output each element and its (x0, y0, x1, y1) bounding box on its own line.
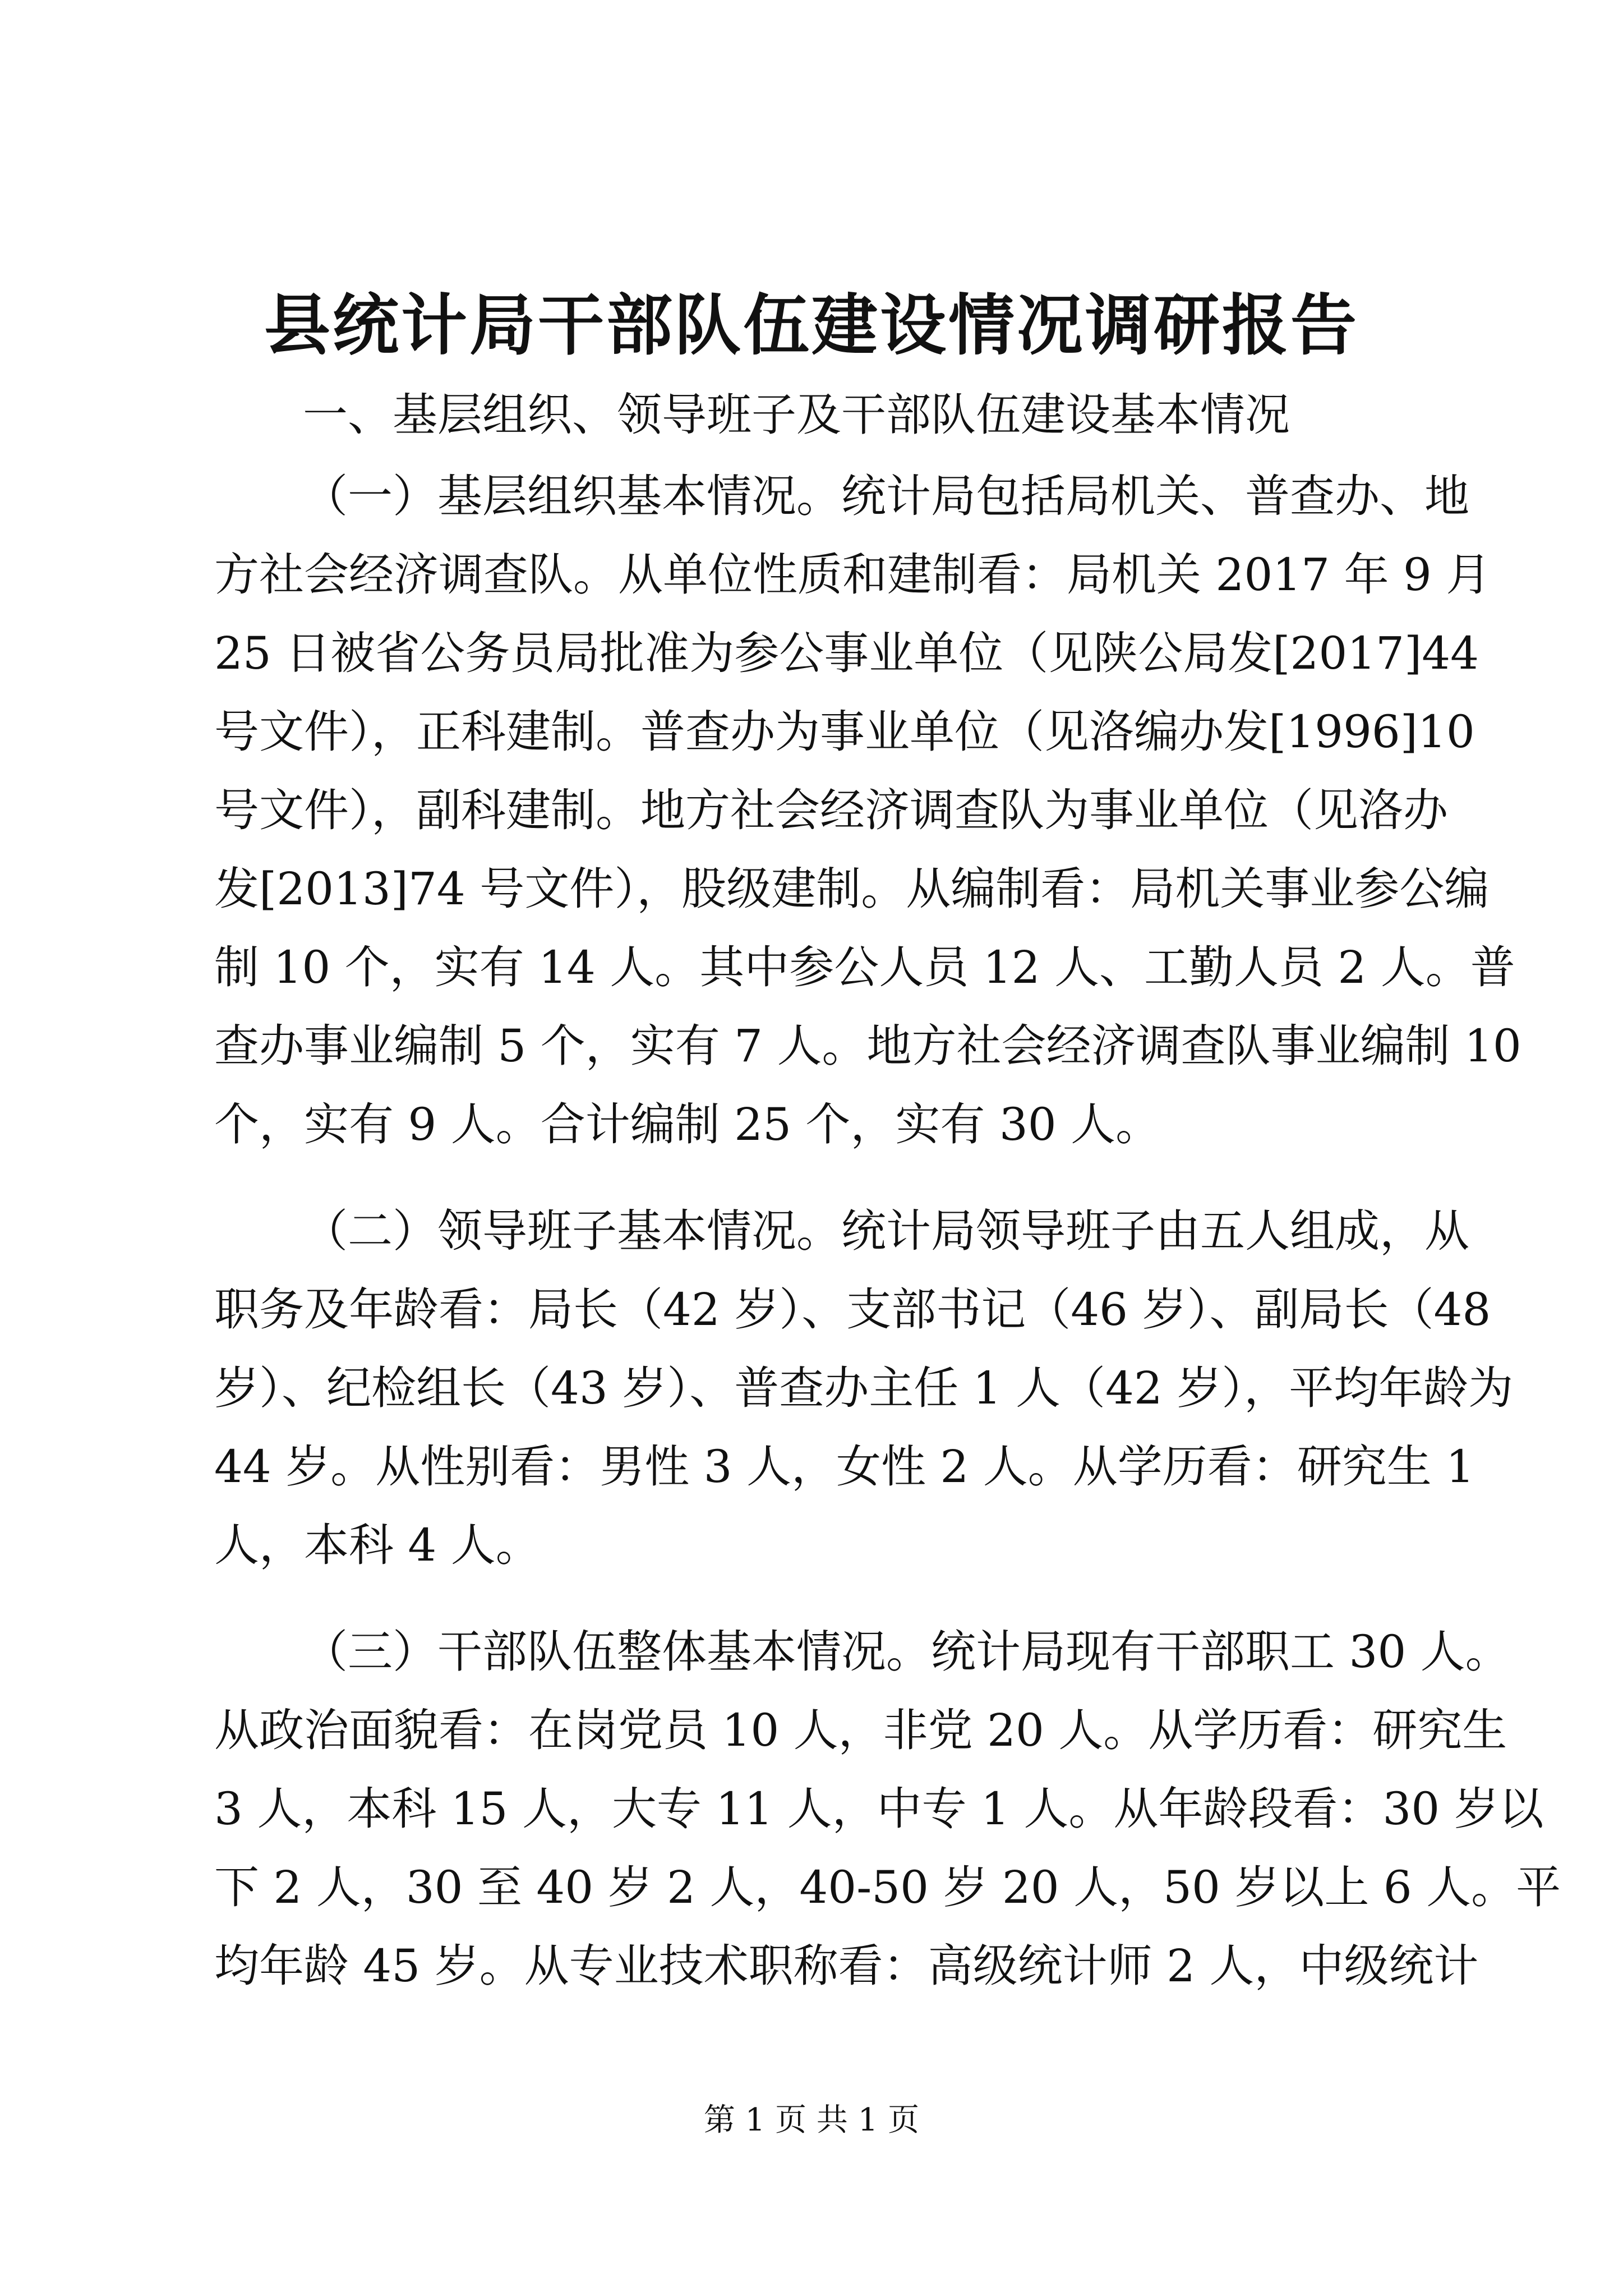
paragraph-2-line: 人，本科 4 人。 (214, 1519, 541, 1571)
paragraph-3-line: 从政治面貌看：在岗党员 10 人，非党 20 人。从学历看：研究生 (214, 1704, 1507, 1756)
paragraph-1-line: 制 10 个，实有 14 人。其中参公人员 12 人、工勤人员 2 人。普 (214, 941, 1515, 993)
paragraph-3-line: 下 2 人，30 至 40 岁 2 人，40-50 岁 20 人，50 岁以上 6 人。平 (214, 1861, 1561, 1913)
paragraph-1-line: 方社会经济调查队。从单位性质和建制看：局机关 2017 年 9 月 (214, 549, 1491, 601)
paragraph-1-line: 查办事业编制 5 个，实有 7 人。地方社会经济调查队事业编制 10 (214, 1020, 1521, 1072)
paragraph-1-line: 25 日被省公务员局批准为参公事业单位（见陕公局发[2017]44 (214, 627, 1479, 679)
paragraph-2-line: 岁）、纪检组长（43 岁）、普查办主任 1 人（42 岁），平均年龄为 (214, 1362, 1514, 1414)
page-footer: 第 1 页 共 1 页 (703, 2102, 920, 2138)
paragraph-1-line: （一）基层组织基本情况。统计局包括局机关、普查办、地 (303, 470, 1469, 522)
paragraph-3-line: （三）干部队伍整体基本情况。统计局现有干部职工 30 人。 (303, 1626, 1510, 1678)
paragraph-1-line: 个，实有 9 人。合计编制 25 个，实有 30 人。 (214, 1098, 1161, 1151)
paragraph-3-line: 3 人，本科 15 人，大专 11 人，中专 1 人。从年龄段看：30 岁以 (214, 1783, 1544, 1835)
paragraph-1-line: 号文件），副科建制。地方社会经济调查队为事业单位（见洛办 (214, 784, 1448, 836)
paragraph-3-line: 均年龄 45 岁。从专业技术职称看：高级统计师 2 人，中级统计 (214, 1940, 1479, 1992)
paragraph-1-line: 号文件），正科建制。普查办为事业单位（见洛编办发[1996]10 (214, 706, 1475, 758)
paragraph-1-line: 发[2013]74 号文件），股级建制。从编制看：局机关事业参公编 (214, 863, 1490, 915)
section-heading: 一、基层组织、领导班子及干部队伍建设基本情况 (303, 389, 1290, 441)
paragraph-2-line: （二）领导班子基本情况。统计局领导班子由五人组成，从 (303, 1205, 1469, 1257)
document-title: 县统计局干部队伍建设情况调研报告 (264, 286, 1359, 364)
paragraph-2-line: 44 岁。从性别看：男性 3 人，女性 2 人。从学历看：研究生 1 (214, 1441, 1475, 1493)
paragraph-2-line: 职务及年龄看：局长（42 岁）、支部书记（46 岁）、副局长（48 (214, 1283, 1491, 1336)
